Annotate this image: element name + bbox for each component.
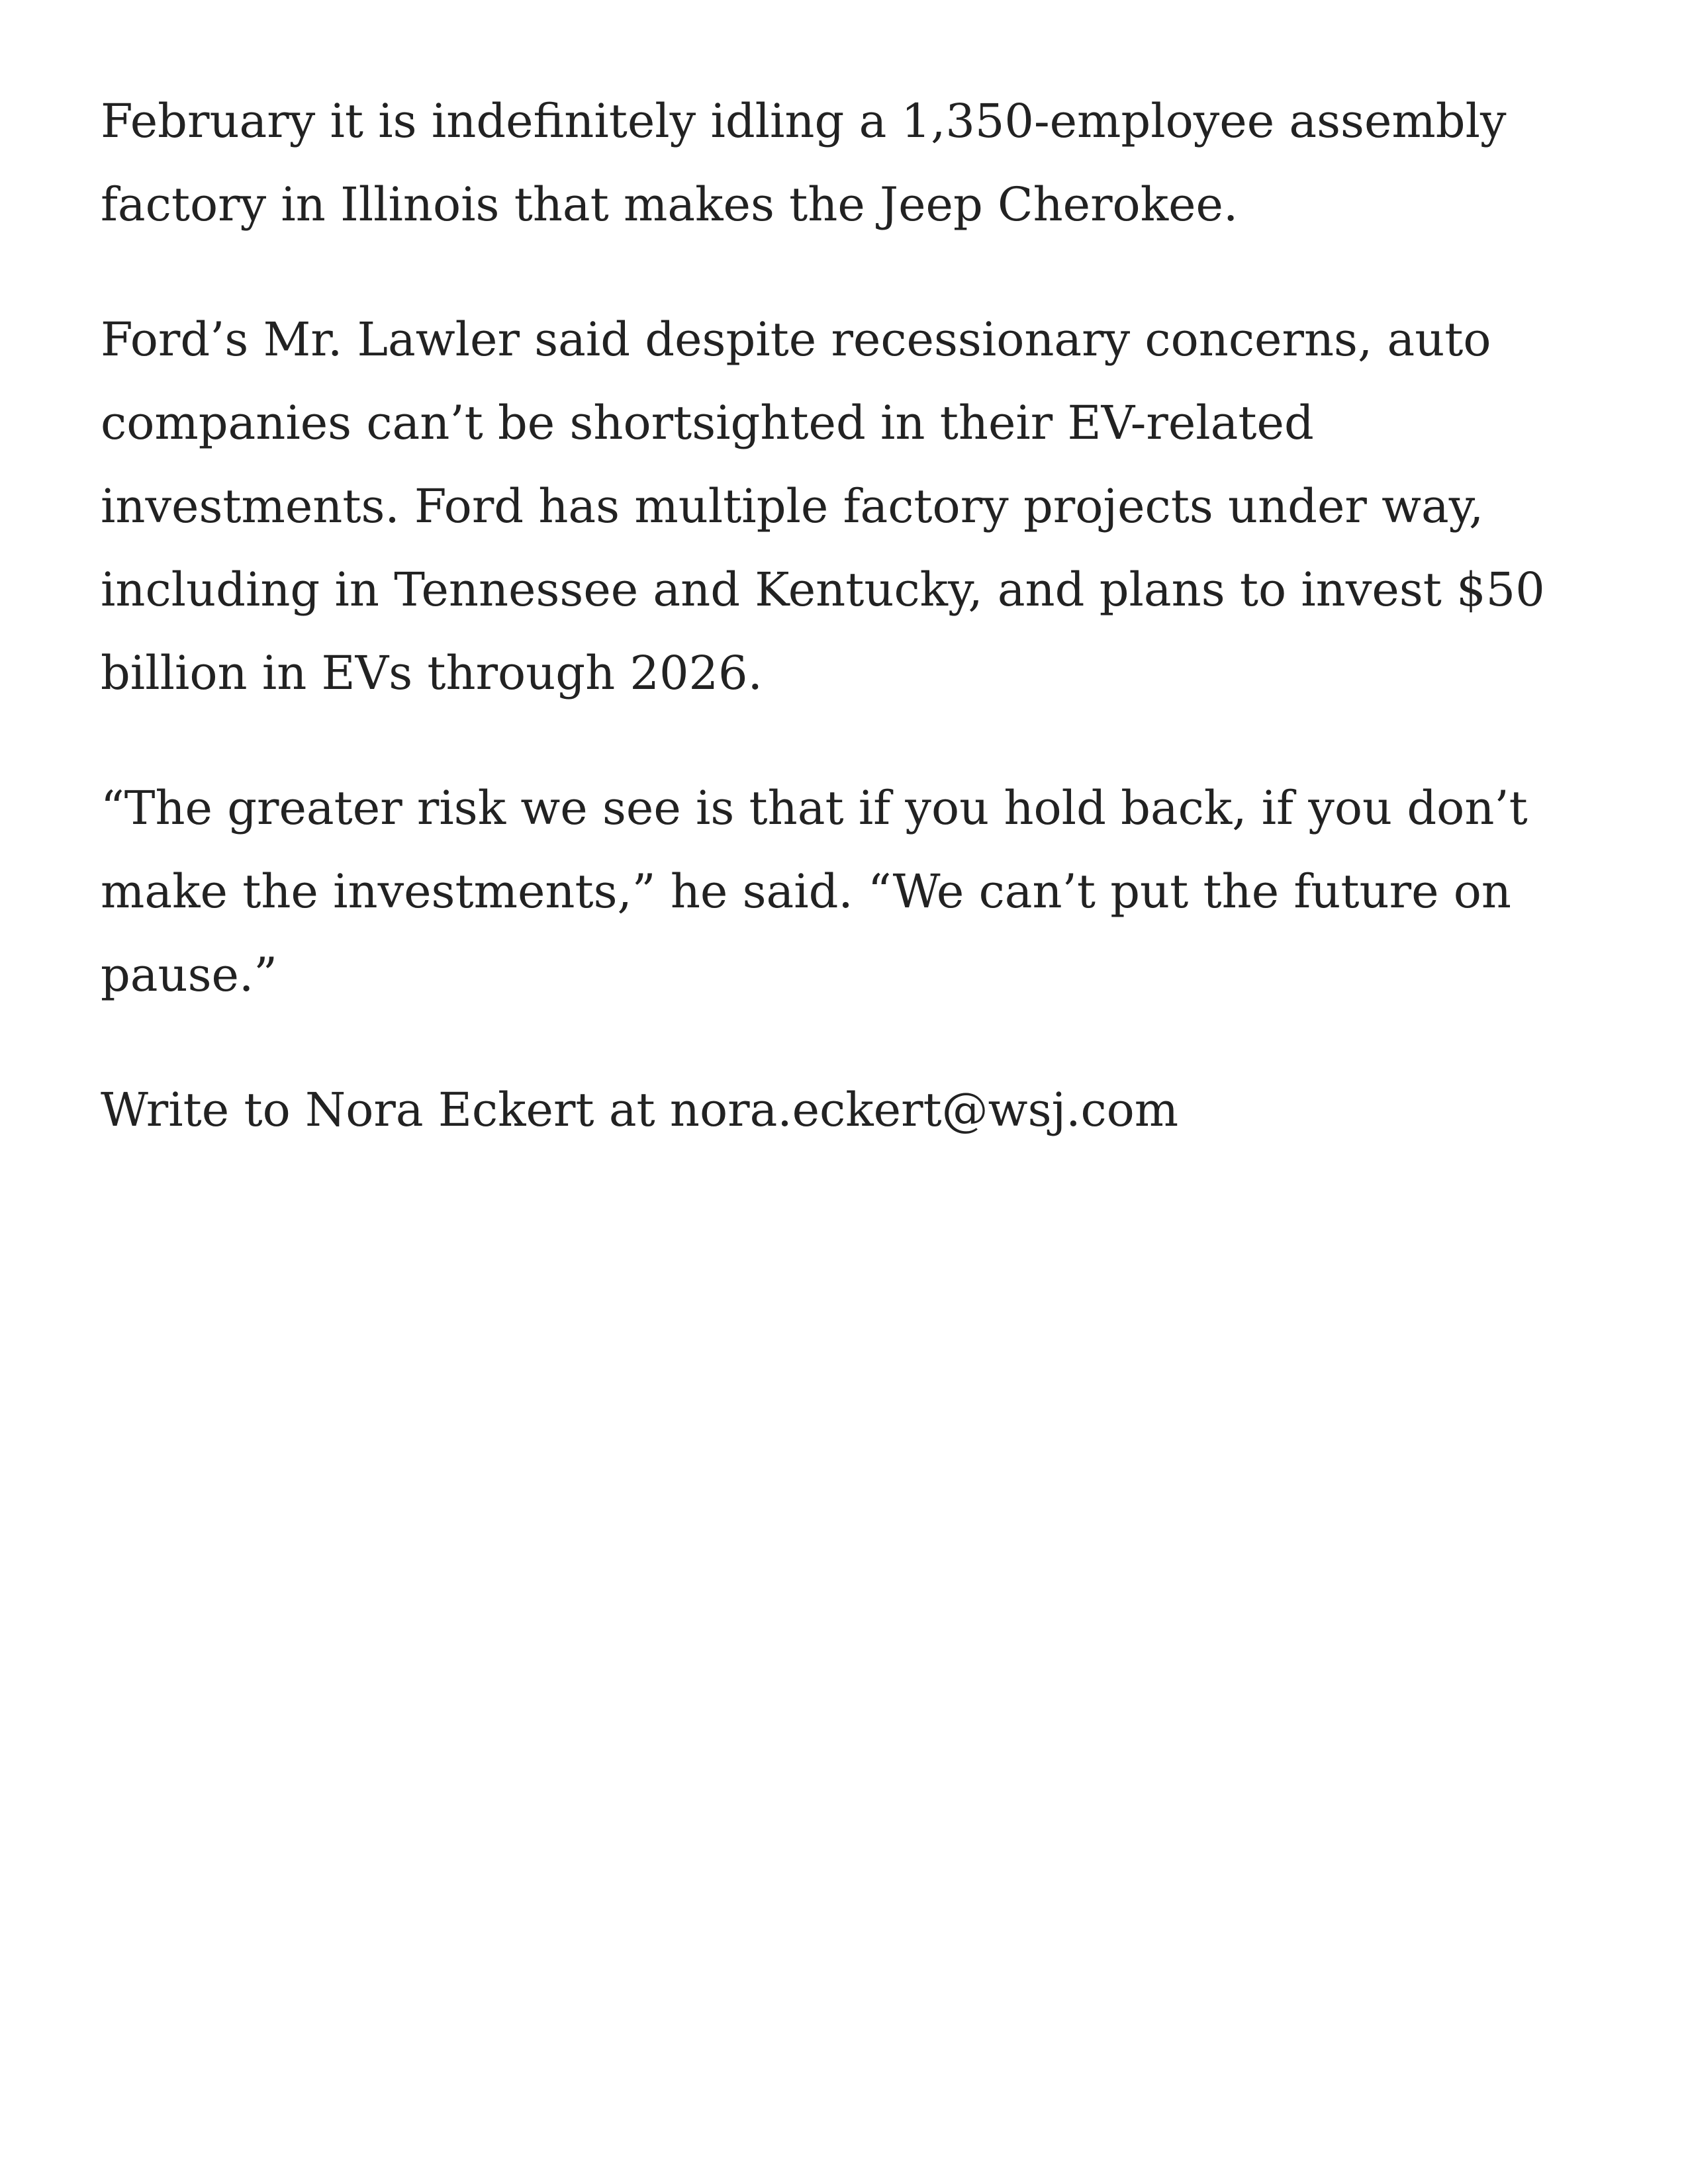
paragraph-3-line-1: “The greater risk we see is that if you hold back, if you don’t [101,781,1528,835]
paragraph-1-line-2: factory in Illinois that makes the Jeep Cherokee. [101,177,1239,232]
author-contact-line: Write to Nora Eckert at nora.eckert@wsj.com [101,1083,1179,1137]
paragraph-2-line-2: companies can’t be shortsighted in their EV-related [101,396,1314,450]
article-paragraph-1 [101,79,1597,246]
paragraph-2-line-1: Ford’s Mr. Lawler said despite recessionary concerns, auto [101,312,1491,367]
paragraph-3-line-2: make the investments,” he said. “We can’t put the future on [101,864,1511,919]
paragraph-2-line-3: investments. Ford has multiple factory projects under way, [101,479,1484,533]
author-contact-paragraph [101,1068,1597,1152]
paragraph-2-line-4: including in Tennessee and Kentucky, and plans to invest $50 [101,563,1545,617]
article-paragraph-3 [101,766,1597,1017]
article-paragraph-2 [101,298,1597,715]
article-body [101,79,1597,1203]
paragraph-2-line-5: billion in EVs through 2026. [101,646,763,700]
paragraph-1-line-1: February it is indefinitely idling a 1,350-employee assembly [101,94,1507,148]
paragraph-3-line-3: pause.” [101,948,278,1002]
